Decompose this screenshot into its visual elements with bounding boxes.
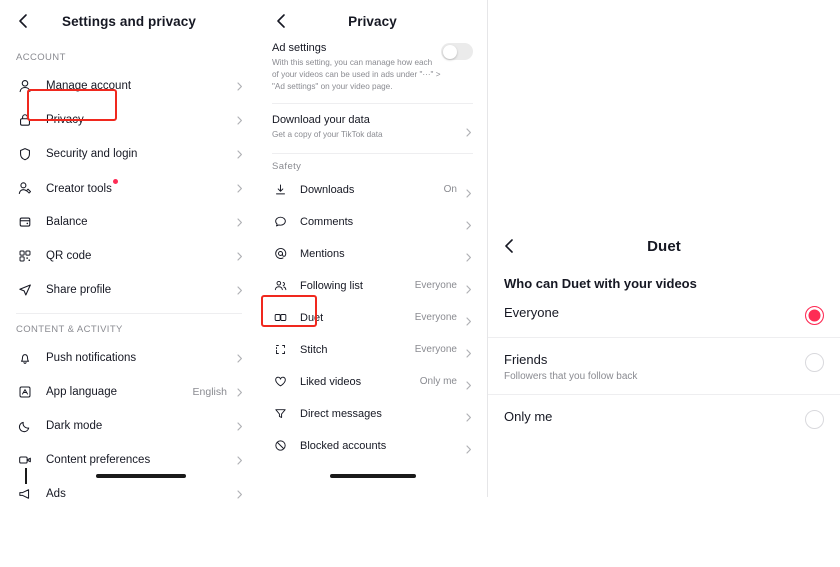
privacy-item-label: Stitch — [300, 343, 328, 356]
chevron-right-icon — [235, 354, 244, 363]
sidebar-item-value: English — [192, 386, 227, 398]
download-your-data-block[interactable] — [258, 104, 487, 141]
sidebar-item-qr-code[interactable] — [0, 239, 258, 273]
ad-settings-description: With this setting, you can manage how each of your videos can be used in ads under "···" > "Ad settings" on your video page. — [272, 58, 441, 91]
sidebar-item-label: Dark mode — [46, 420, 103, 432]
privacy-panel-header — [258, 0, 487, 42]
chevron-right-icon — [464, 185, 473, 194]
privacy-item-label: Comments — [300, 215, 354, 228]
radio-button-selected[interactable] — [805, 306, 824, 325]
privacy-panel — [258, 0, 488, 497]
duet-option-only-me[interactable] — [488, 395, 840, 441]
privacy-item-value: Everyone — [414, 312, 457, 324]
creator-icon — [16, 179, 34, 197]
stitch-icon — [272, 341, 289, 358]
ad-settings-title: Ad settings — [272, 42, 327, 54]
moon-icon — [16, 417, 34, 435]
block-icon — [272, 437, 289, 454]
chevron-right-icon — [235, 422, 244, 431]
sidebar-item-label: Balance — [46, 216, 88, 228]
privacy-item-value: Everyone — [414, 344, 457, 356]
chevron-right-icon — [464, 409, 473, 418]
privacy-item-downloads[interactable] — [258, 174, 487, 206]
bell-icon — [16, 349, 34, 367]
home-indicator-left — [96, 474, 186, 478]
sidebar-item-label: Ads — [46, 488, 66, 500]
heart-icon — [272, 373, 289, 390]
privacy-item-value: On — [443, 184, 457, 196]
sidebar-item-balance[interactable] — [0, 205, 258, 239]
chevron-right-icon — [464, 345, 473, 354]
section-label-account: ACCOUNT — [16, 52, 66, 63]
sidebar-item-label: Share profile — [46, 284, 112, 296]
privacy-item-comments[interactable] — [258, 206, 487, 238]
share-icon — [16, 281, 34, 299]
chevron-right-icon — [235, 116, 244, 125]
privacy-item-label: Blocked accounts — [300, 439, 387, 452]
download-data-description: Get a copy of your TikTok data — [272, 129, 383, 139]
privacy-item-blocked-accounts[interactable] — [258, 430, 487, 462]
wallet-icon — [16, 213, 34, 231]
chevron-right-icon — [464, 281, 473, 290]
chevron-right-icon — [235, 150, 244, 159]
privacy-item-label: Liked videos — [300, 375, 362, 388]
option-sublabel: Followers that you follow back — [504, 371, 638, 382]
privacy-item-direct-messages[interactable] — [258, 398, 487, 430]
section-label-content-activity: CONTENT & ACTIVITY — [16, 324, 123, 335]
privacy-item-duet[interactable] — [258, 302, 487, 334]
radio-button[interactable] — [805, 410, 824, 429]
back-chevron-icon[interactable] — [500, 237, 518, 255]
chevron-right-icon — [235, 490, 244, 499]
duet-icon — [272, 309, 289, 326]
lock-icon — [16, 111, 34, 129]
privacy-item-label: Duet — [300, 311, 324, 324]
chevron-right-icon — [464, 441, 473, 450]
person-icon — [16, 77, 34, 95]
sidebar-item-security-and-login[interactable] — [0, 137, 258, 171]
privacy-item-stitch[interactable] — [258, 334, 487, 366]
megaphone-icon — [16, 485, 34, 503]
settings-and-privacy-panel — [0, 0, 258, 500]
chevron-right-icon — [235, 388, 244, 397]
chevron-right-icon — [464, 249, 473, 258]
privacy-item-value: Everyone — [414, 280, 457, 292]
sidebar-item-manage-account[interactable] — [0, 69, 258, 103]
download-data-title: Download your data — [272, 113, 370, 126]
sidebar-item-label: Push notifications — [46, 352, 137, 364]
panel-divider — [487, 0, 488, 464]
privacy-item-label: Downloads — [300, 183, 355, 196]
chevron-right-icon — [235, 286, 244, 295]
settings-panel-header — [0, 0, 258, 42]
sidebar-item-label: Privacy — [46, 114, 84, 126]
sidebar-item-privacy[interactable] — [0, 103, 258, 137]
duet-panel-header — [488, 224, 840, 268]
sidebar-item-creator-tools[interactable] — [0, 171, 258, 205]
home-indicator-middle — [330, 474, 416, 478]
section-label-safety: Safety — [272, 160, 302, 172]
chevron-right-icon — [235, 456, 244, 465]
video-icon — [16, 451, 34, 469]
chevron-right-icon — [464, 124, 473, 133]
privacy-item-label: Mentions — [300, 247, 345, 260]
chevron-right-icon — [464, 313, 473, 322]
sidebar-item-push-notifications[interactable] — [0, 341, 258, 375]
radio-button[interactable] — [805, 353, 824, 372]
back-chevron-icon[interactable] — [272, 12, 290, 30]
ad-settings-toggle[interactable] — [441, 43, 473, 60]
page-title: Duet — [647, 237, 681, 255]
language-icon — [16, 383, 34, 401]
chevron-right-icon — [235, 218, 244, 227]
people-icon — [272, 277, 289, 294]
sidebar-item-content-preferences[interactable] — [0, 443, 258, 477]
sidebar-item-label: QR code — [46, 250, 92, 262]
page-title: Privacy — [348, 13, 397, 29]
filter-icon — [272, 405, 289, 422]
qr-icon — [16, 247, 34, 265]
privacy-body — [258, 42, 487, 462]
text-caret — [25, 468, 27, 484]
chevron-right-icon — [235, 82, 244, 91]
chevron-right-icon — [464, 377, 473, 386]
option-label: Only me — [504, 409, 553, 424]
sidebar-item-label: Creator tools — [46, 182, 235, 195]
privacy-item-label: Direct messages — [300, 407, 382, 420]
sidebar-item-label: Content preferences — [46, 454, 151, 466]
page-title: Settings and privacy — [61, 13, 197, 29]
privacy-item-label: Following list — [300, 279, 363, 292]
option-label: Everyone — [504, 305, 559, 320]
option-label: Friends — [504, 352, 548, 367]
privacy-item-following-list[interactable] — [258, 270, 487, 302]
comment-icon — [272, 213, 289, 230]
download-icon — [272, 181, 289, 198]
ad-settings-block[interactable] — [258, 42, 487, 93]
toggle-knob — [443, 45, 457, 59]
sidebar-item-share-profile[interactable] — [0, 273, 258, 307]
duet-question: Who can Duet with your videos — [504, 276, 697, 291]
chevron-right-icon — [235, 184, 244, 193]
back-chevron-icon[interactable] — [14, 12, 32, 30]
privacy-item-mentions[interactable] — [258, 238, 487, 270]
duet-option-friends[interactable] — [488, 338, 840, 395]
sidebar-item-label: Manage account — [46, 80, 132, 92]
chevron-right-icon — [464, 217, 473, 226]
shield-icon — [16, 145, 34, 163]
privacy-item-value: Only me — [419, 376, 457, 388]
notification-dot-badge — [113, 179, 118, 184]
privacy-item-liked-videos[interactable] — [258, 366, 487, 398]
at-icon — [272, 245, 289, 262]
sidebar-item-app-language[interactable] — [0, 375, 258, 409]
sidebar-item-dark-mode[interactable] — [0, 409, 258, 443]
sidebar-item-ads[interactable] — [0, 477, 258, 511]
chevron-right-icon — [235, 252, 244, 261]
sidebar-item-label: App language — [46, 386, 117, 398]
sidebar-item-label: Security and login — [46, 148, 138, 160]
duet-panel — [488, 224, 840, 464]
duet-option-everyone[interactable] — [488, 291, 840, 338]
